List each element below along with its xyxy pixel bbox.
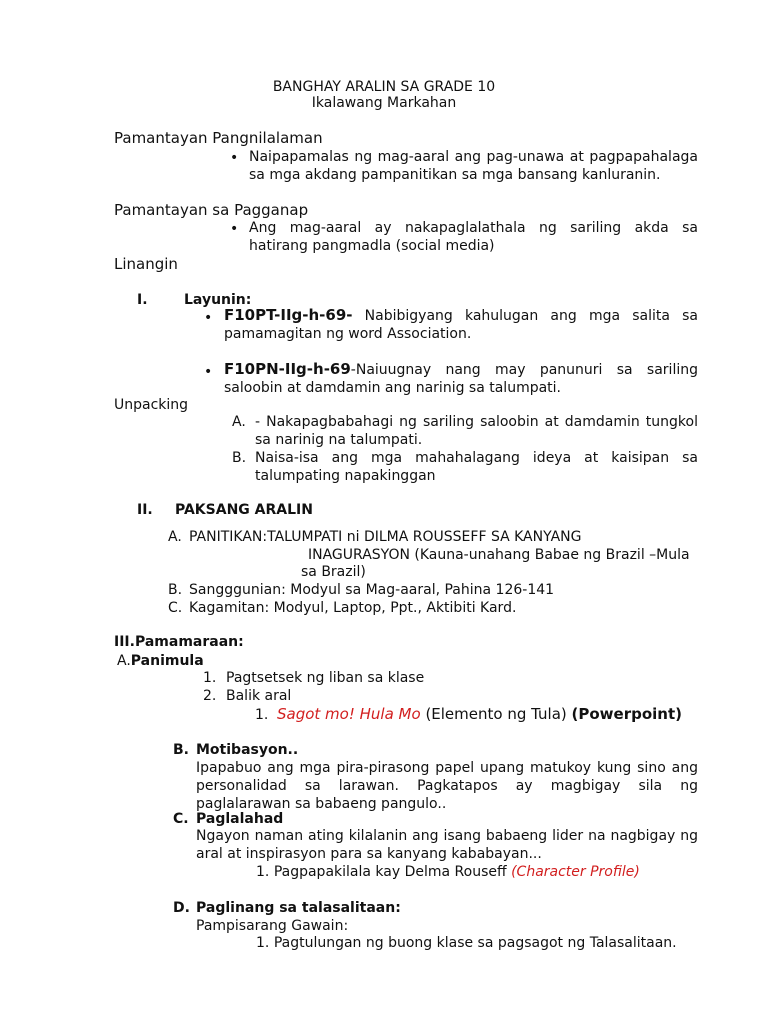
layunin-text: Nabibigyang kahulugan ang mga salita sa pamamagitan ng word Association. <box>224 308 698 342</box>
list-marker: B. <box>168 582 183 598</box>
list-marker: A. <box>168 529 182 545</box>
layunin-item <box>224 360 698 397</box>
paglalahad-activity <box>256 863 640 881</box>
pamantayan-pangnilalaman-text: Naipapamalas ng mag-aaral ang pag-unawa at pagpapahalaga sa mga akdang pampanitikan sa mga bansang kanluranin. <box>249 149 698 183</box>
heading-layunin: Layunin: <box>184 292 252 308</box>
competency-code: F10PT-IIg-h-69- <box>224 306 353 324</box>
activity-note: (Character Profile) <box>511 864 640 880</box>
heading-linangin: Linangin <box>114 255 178 273</box>
bullet-dot: • <box>230 150 239 166</box>
unpacking-item: - Nakapagbabahagi ng sariling saloobin at damdamin tungkol sa narinig na talumpati. <box>255 414 698 448</box>
bullet-dot: • <box>204 310 213 326</box>
list-marker: C. <box>173 811 189 827</box>
section-number: I. <box>137 292 148 308</box>
paksa-item-line: sa Brazil) <box>301 564 366 580</box>
pampisarang-label: Pampisarang Gawain: <box>196 918 349 934</box>
subsection-a <box>117 652 204 670</box>
list-marker: C. <box>168 600 183 616</box>
heading-pamantayan-pangnilalaman: Pamantayan Pangnilalaman <box>114 129 323 147</box>
heading-pamantayan-pagganap: Pamantayan sa Pagganap <box>114 201 309 219</box>
list-marker: B. <box>232 450 247 466</box>
paksa-item-line: Sangggunian: Modyul sa Mag-aaral, Pahina 126-141 <box>189 582 555 598</box>
heading-paglinang: Paglinang sa talasalitaan: <box>196 900 401 916</box>
list-marker: D. <box>173 900 190 916</box>
bullet-dot: • <box>204 364 213 380</box>
activity-detail: (Elemento ng Tula) <box>420 705 572 723</box>
panimula-item: Balik aral <box>226 688 292 704</box>
layunin-text: -Naiuugnay nang may panunuri sa sariling saloobin at damdamin ang narinig sa talumpati. <box>224 362 698 396</box>
paksa-item-line: INAGURASYON (Kauna-unahang Babae ng Brazil –Mula <box>308 547 690 563</box>
heading-pamamaraan: III.Pamamaraan: <box>114 634 244 650</box>
list-marker: 1. <box>256 935 270 951</box>
list-marker: A. <box>117 653 131 669</box>
motibasyon-text: Ipapabuo ang mga pira-pirasong papel upang matukoy kung sino ang personalidad sa larawan. Pagkatapos ay magbigay sila ng paglalarawan sa babaeng pangulo.. <box>196 760 698 812</box>
list-marker: 1. <box>256 864 270 880</box>
list-marker: B. <box>173 742 189 758</box>
list-marker: 2. <box>203 688 217 704</box>
section-number: II. <box>137 502 153 518</box>
bullet-dot: • <box>230 221 239 237</box>
list-marker: 1. <box>255 707 269 723</box>
panimula-item: Pagtsetsek ng liban sa klase <box>226 670 425 686</box>
paksa-item-line: PANITIKAN:TALUMPATI ni DILMA ROUSSEFF SA KANYANG <box>189 529 582 545</box>
list-marker: 1. <box>203 670 217 686</box>
unpacking-label: Unpacking <box>114 397 189 413</box>
list-marker: A. <box>232 414 246 430</box>
heading-paksang-aralin: PAKSANG ARALIN <box>175 502 313 518</box>
activity-material: (Powerpoint) <box>571 705 682 723</box>
paglalahad-text: Ngayon naman ating kilalanin ang isang babaeng lider na nagbigay ng aral at inspirasyon para sa kanyang kababayan... <box>196 828 698 862</box>
balik-aral-activity <box>277 705 682 723</box>
competency-code: F10PN-IIg-h-69 <box>224 360 351 378</box>
activity-text: Pagpapakilala kay Delma Rouseff <box>273 864 512 880</box>
layunin-item <box>224 306 698 343</box>
heading-motibasyon: Motibasyon.. <box>196 742 299 758</box>
heading-paglalahad: Paglalahad <box>196 811 284 827</box>
pamantayan-pagganap-text: Ang mag-aaral ay nakapaglalathala ng sariling akda sa hatirang pangmadla (social media) <box>249 220 698 254</box>
unpacking-item: Naisa-isa ang mga mahahalagang ideya at kaisipan sa talumpating napakinggan <box>255 450 698 484</box>
document-title: BANGHAY ARALIN SA GRADE 10 <box>272 79 496 95</box>
paksa-item-line: Kagamitan: Modyul, Laptop, Ppt., Aktibiti Kard. <box>189 600 517 616</box>
heading-panimula: Panimula <box>130 653 204 669</box>
document-subtitle: Ikalawang Markahan <box>311 95 457 111</box>
activity-title: Sagot mo! Hula Mo <box>277 705 421 723</box>
activity-text: Pagtulungan ng buong klase sa pagsagot ng Talasalitaan. <box>273 935 677 951</box>
paglinang-activity <box>256 934 677 952</box>
